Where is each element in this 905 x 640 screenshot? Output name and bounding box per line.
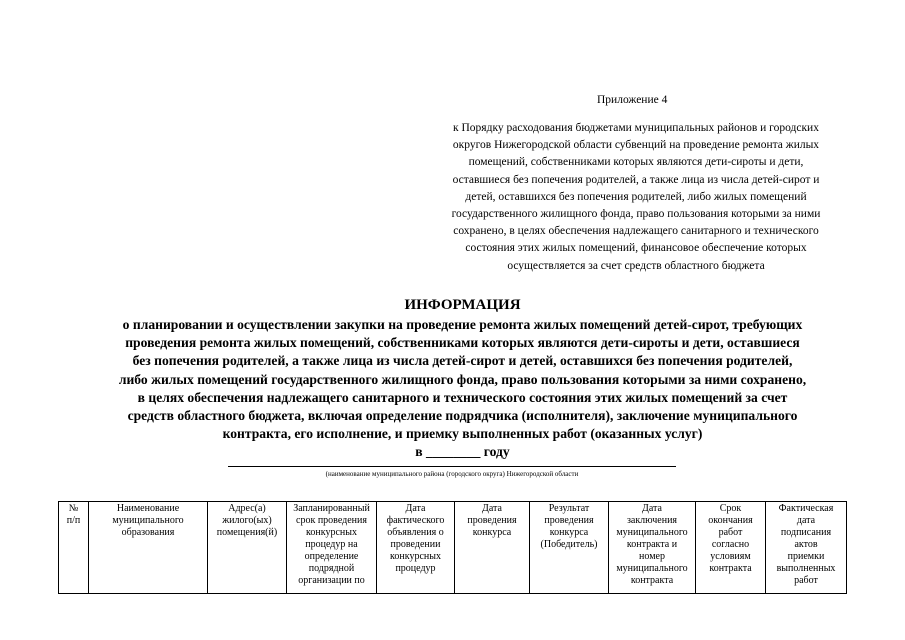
header-cell-contract-date: Дата заключения муниципального контракта и номер муниципального контракта	[609, 502, 696, 594]
header-cell-contest-date: Дата проведения конкурса	[455, 502, 530, 594]
municipality-fill-line	[228, 466, 676, 467]
document-year-line: в ________ году	[415, 444, 510, 460]
document-heading: ИНФОРМАЦИЯ	[404, 297, 521, 313]
document-title-line: без попечения родителей, а также лица из числа детей-сирот и детей, оставшихся без попечения родителей,	[132, 353, 793, 369]
header-cell-announcement-date: Дата фактического объявления о проведении конкурсных процедур	[377, 502, 455, 594]
appendix-line: состояния этих жилых помещений, финансовое обеспечение которых	[465, 242, 807, 255]
information-table	[58, 501, 847, 594]
municipality-caption: (наименование муниципального района (городского округа) Нижегородской области	[325, 470, 579, 478]
document-title-line: проведения ремонта жилых помещений, собственниками которых являются дети-сироты и дети, оставшиеся	[125, 335, 800, 351]
header-cell-contest-result: Результат проведения конкурса (Победитель)	[530, 502, 609, 594]
header-cell-planned-term: Запланированный срок проведения конкурсных процедур на определение подрядной организации по	[287, 502, 377, 594]
table-header-row	[59, 502, 847, 594]
header-cell-number: № п/п	[59, 502, 89, 594]
appendix-line: помещений, собственниками которых являются дети-сироты и дети,	[468, 156, 804, 169]
document-title-line: о планировании и осуществлении закупки на проведение ремонта жилых помещений детей-сирот, требующих	[122, 317, 803, 332]
header-cell-municipality: Наименование муниципального образования	[89, 502, 208, 594]
appendix-text	[418, 120, 854, 275]
document-title-body	[40, 316, 885, 462]
appendix-line: государственного жилищного фонда, право пользования которыми за ними	[451, 208, 821, 221]
header-cell-acceptance-date: Фактическая дата подписания актов приемки выполненных работ	[766, 502, 847, 594]
appendix-line: осуществляется за счет средств областного бюджета	[507, 259, 765, 272]
header-cell-address: Адрес(а) жилого(ых) помещения(й)	[208, 502, 287, 594]
document-title-line: либо жилых помещений государственного жилищного фонда, право пользования которыми за ними сохранено,	[118, 371, 807, 387]
document-title-line: средств областного бюджета, включая определение подрядчика (исполнителя), заключение муниципального	[127, 408, 798, 424]
appendix-line: к Порядку расходования бюджетами муниципальных районов и городских	[453, 122, 819, 134]
appendix-line: детей, оставшихся без попечения родителей, либо жилых помещений	[465, 190, 807, 203]
header-cell-completion-term: Срок окончания работ согласно условиям контракта	[696, 502, 766, 594]
appendix-line: оставшиеся без попечения родителей, а также лица из числа детей-сирот и	[452, 173, 820, 186]
appendix-title: Приложение 4	[597, 94, 668, 106]
document-title-line: контракта, его исполнение, и приемку выполненных работ (оказанных услуг)	[222, 426, 703, 442]
appendix-line: сохранено, в целях обеспечения надлежащего санитарного и технического	[453, 225, 819, 238]
appendix-line: округов Нижегородской области субвенций на проведение ремонта жилых	[452, 139, 820, 152]
document-title-line: в целях обеспечения надлежащего санитарного и технического состояния этих жилых помещений за счет	[137, 389, 788, 405]
